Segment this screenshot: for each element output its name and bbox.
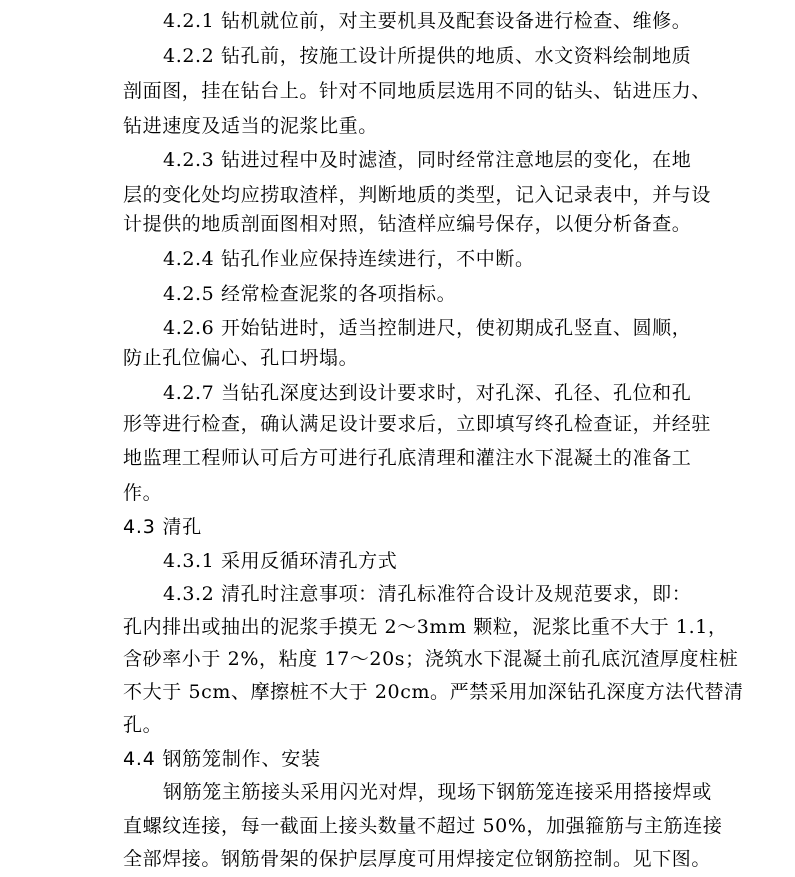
paragraph-4-4-line-1: 钢筋笼主筋接头采用闪光对焊，现场下钢筋笼连接采用搭接焊或 <box>163 781 712 803</box>
paragraph-4-2-3-line-3: 计提供的地质剖面图相对照，钻渣样应编号保存，以便分析备查。 <box>123 213 692 235</box>
paragraph-4-2-4-line-1: 4.2.4 钻孔作业应保持连续进行，不中断。 <box>163 248 535 270</box>
paragraph-4-2-2-line-1: 4.2.2 钻孔前，按施工设计所提供的地质、水文资料绘制地质 <box>163 45 692 67</box>
paragraph-4-4-line-2: 直螺纹连接，每一截面上接头数量不超过 50%，加强箍筋与主筋连接 <box>123 815 723 837</box>
section-heading-4-3: 4.3 清孔 <box>123 516 203 538</box>
paragraph-4-3-2-line-2: 孔内排出或抽出的泥浆手摸无 2～3mm 颗粒，泥浆比重不大于 1.1， <box>123 616 728 638</box>
paragraph-4-4-line-3: 全部焊接。钢筋骨架的保护层厚度可用焊接定位钢筋控制。见下图。 <box>123 848 712 870</box>
paragraph-4-2-3-line-1: 4.2.3 钻进过程中及时滤渣，同时经常注意地层的变化，在地 <box>163 149 692 171</box>
paragraph-4-2-3-line-2: 层的变化处均应捞取渣样，判断地质的类型，记入记录表中，并与设 <box>123 184 712 206</box>
paragraph-4-3-2-line-4: 不大于 5cm、摩擦桩不大于 20cm。严禁采用加深钻孔深度方法代替清 <box>123 681 744 703</box>
paragraph-4-3-2-line-5: 孔。 <box>123 714 163 736</box>
paragraph-4-2-7-line-3: 地监理工程师认可后方可进行孔底清理和灌注水下混凝土的准备工 <box>123 447 692 469</box>
paragraph-4-2-7-line-1: 4.2.7 当钻孔深度达到设计要求时，对孔深、孔径、孔位和孔 <box>163 382 692 404</box>
paragraph-4-2-1-line-1: 4.2.1 钻机就位前，对主要机具及配套设备进行检查、维修。 <box>163 10 692 32</box>
paragraph-4-2-7-line-4: 作。 <box>123 482 163 504</box>
paragraph-4-2-6-line-2: 防止孔位偏心、孔口坍塌。 <box>123 347 359 369</box>
section-heading-4-4: 4.4 钢筋笼制作、安装 <box>123 748 321 770</box>
paragraph-4-3-1-line-1: 4.3.1 采用反循环清孔方式 <box>163 550 398 572</box>
paragraph-4-3-2-line-3: 含砂率小于 2%，粘度 17～20s；浇筑水下混凝土前孔底沉渣厚度柱桩 <box>123 648 739 670</box>
paragraph-4-3-2-line-1: 4.3.2 清孔时注意事项：清孔标准符合设计及规范要求，即： <box>163 583 692 605</box>
paragraph-4-2-2-line-3: 钻进速度及适当的泥浆比重。 <box>123 115 378 137</box>
paragraph-4-2-2-line-2: 剖面图，挂在钻台上。针对不同地质层选用不同的钻头、钻进压力、 <box>123 80 712 102</box>
paragraph-4-2-7-line-2: 形等进行检查，确认满足设计要求后，立即填写终孔检查证，并经驻 <box>123 413 712 435</box>
paragraph-4-2-5-line-1: 4.2.5 经常检查泥浆的各项指标。 <box>163 283 457 305</box>
paragraph-4-2-6-line-1: 4.2.6 开始钻进时，适当控制进尺，使初期成孔竖直、圆顺， <box>163 317 692 339</box>
